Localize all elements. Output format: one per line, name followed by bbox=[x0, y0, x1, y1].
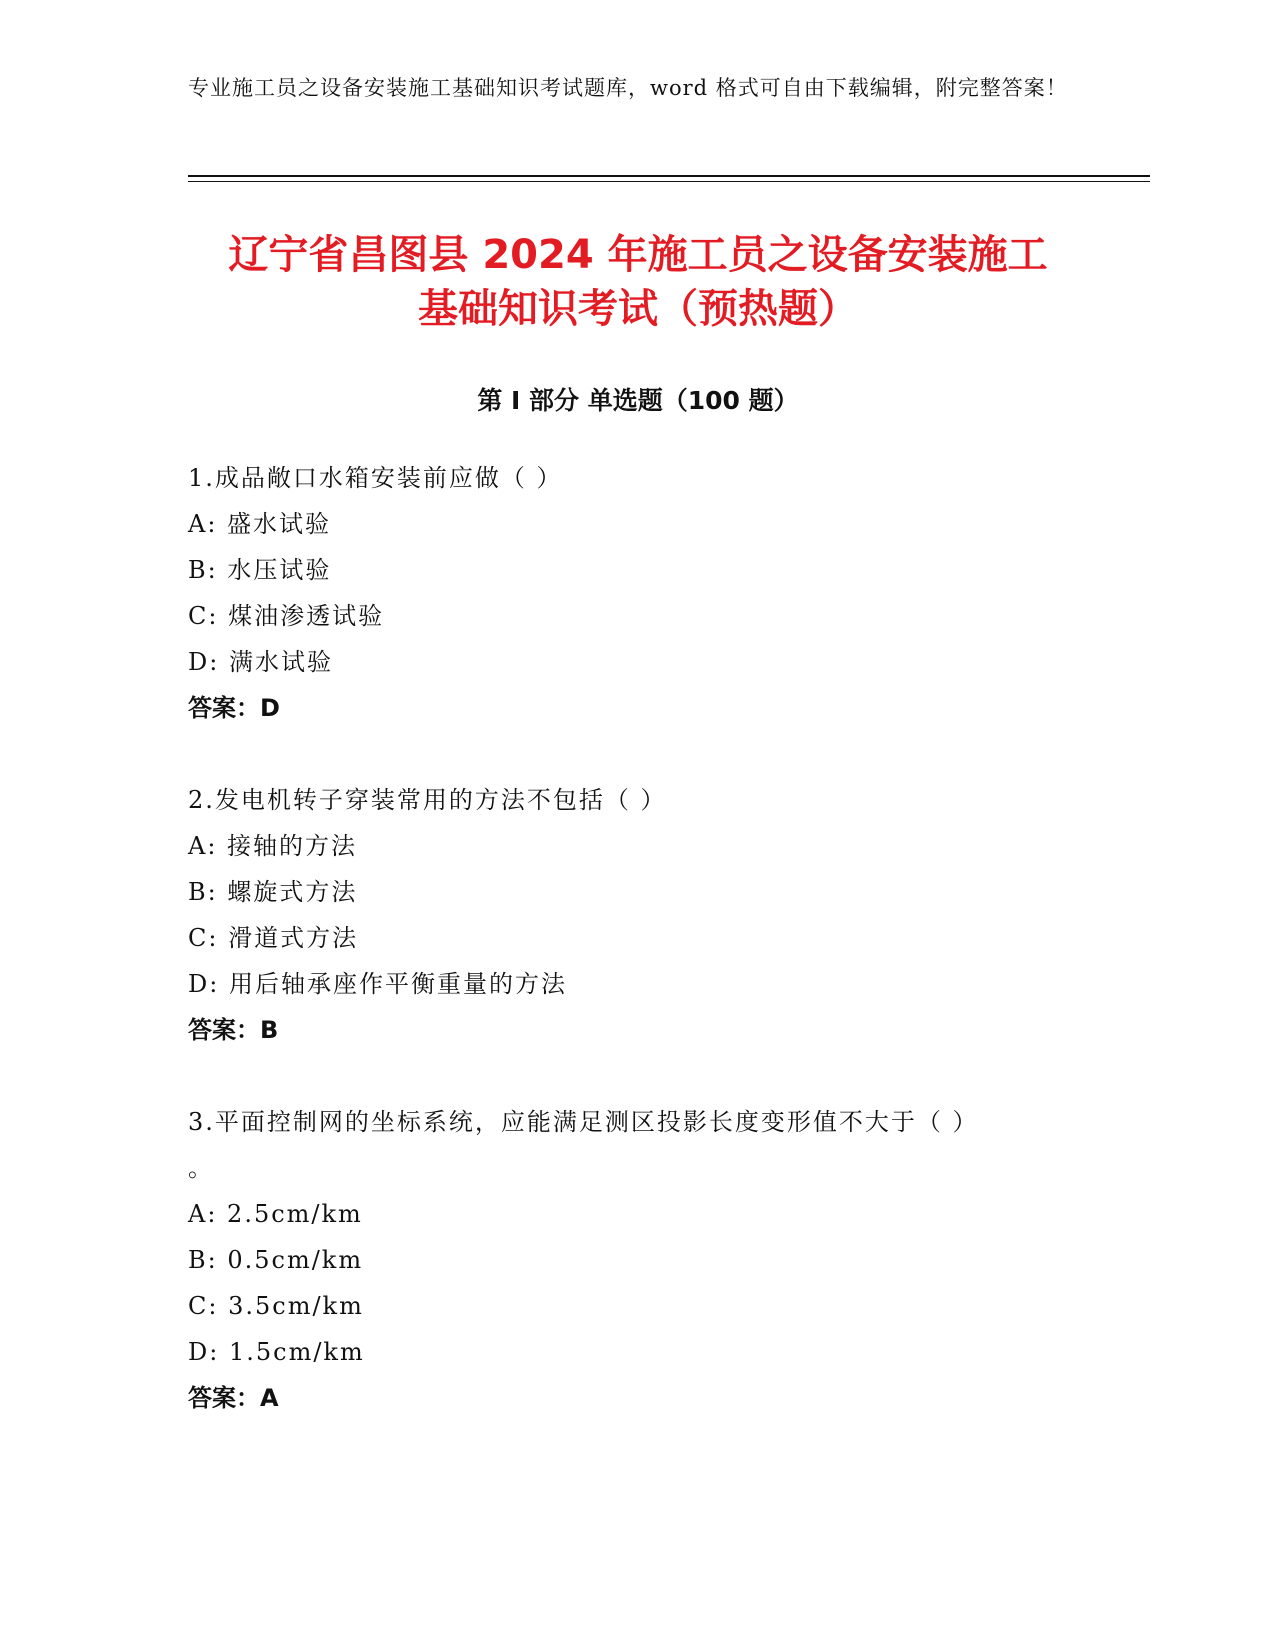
header-note: 专业施工员之设备安装施工基础知识考试题库，word 格式可自由下载编辑，附完整答案！ bbox=[188, 76, 1068, 100]
answer-label: 答案： bbox=[188, 1016, 260, 1044]
option-c: C: 滑道式方法 bbox=[188, 924, 359, 952]
option-c: C: 煤油渗透试验 bbox=[188, 602, 385, 630]
title-line-2: 基础知识考试（预热题） bbox=[418, 286, 858, 332]
header-rule-thick bbox=[188, 175, 1150, 177]
question-stem-continuation: 。 bbox=[188, 1154, 214, 1182]
document-title bbox=[188, 228, 1088, 336]
question-2 bbox=[188, 777, 1088, 1053]
option-b: B: 0.5cm/km bbox=[188, 1246, 364, 1274]
answer-value: B bbox=[260, 1016, 279, 1044]
header-rule-thin bbox=[188, 181, 1150, 182]
answer bbox=[188, 1007, 1088, 1053]
option-a: A: 接轴的方法 bbox=[188, 832, 358, 860]
question-stem: 1.成品敞口水箱安装前应做（ ） bbox=[188, 464, 563, 492]
option-a: A: 盛水试验 bbox=[188, 510, 332, 538]
question-stem: 3.平面控制网的坐标系统，应能满足测区投影长度变形值不大于（ ） bbox=[188, 1108, 979, 1136]
option-b: B: 水压试验 bbox=[188, 556, 332, 584]
option-a: A: 2.5cm/km bbox=[188, 1200, 363, 1228]
answer-label: 答案： bbox=[188, 694, 260, 722]
option-c: C: 3.5cm/km bbox=[188, 1292, 364, 1320]
question-3 bbox=[188, 1099, 1088, 1421]
section-heading: 第 I 部分 单选题（100 题） bbox=[477, 386, 799, 415]
answer bbox=[188, 1375, 1088, 1421]
option-d: D: 用后轴承座作平衡重量的方法 bbox=[188, 970, 567, 998]
answer-label: 答案： bbox=[188, 1384, 260, 1412]
answer-value: A bbox=[260, 1384, 279, 1412]
answer-value: D bbox=[260, 694, 280, 722]
option-b: B: 螺旋式方法 bbox=[188, 878, 358, 906]
question-1 bbox=[188, 455, 1088, 731]
option-d: D: 1.5cm/km bbox=[188, 1338, 365, 1366]
title-line-1: 辽宁省昌图县 2024 年施工员之设备安装施工 bbox=[228, 232, 1048, 278]
option-d: D: 满水试验 bbox=[188, 648, 333, 676]
question-stem: 2.发电机转子穿装常用的方法不包括（ ） bbox=[188, 786, 667, 814]
answer bbox=[188, 685, 1088, 731]
